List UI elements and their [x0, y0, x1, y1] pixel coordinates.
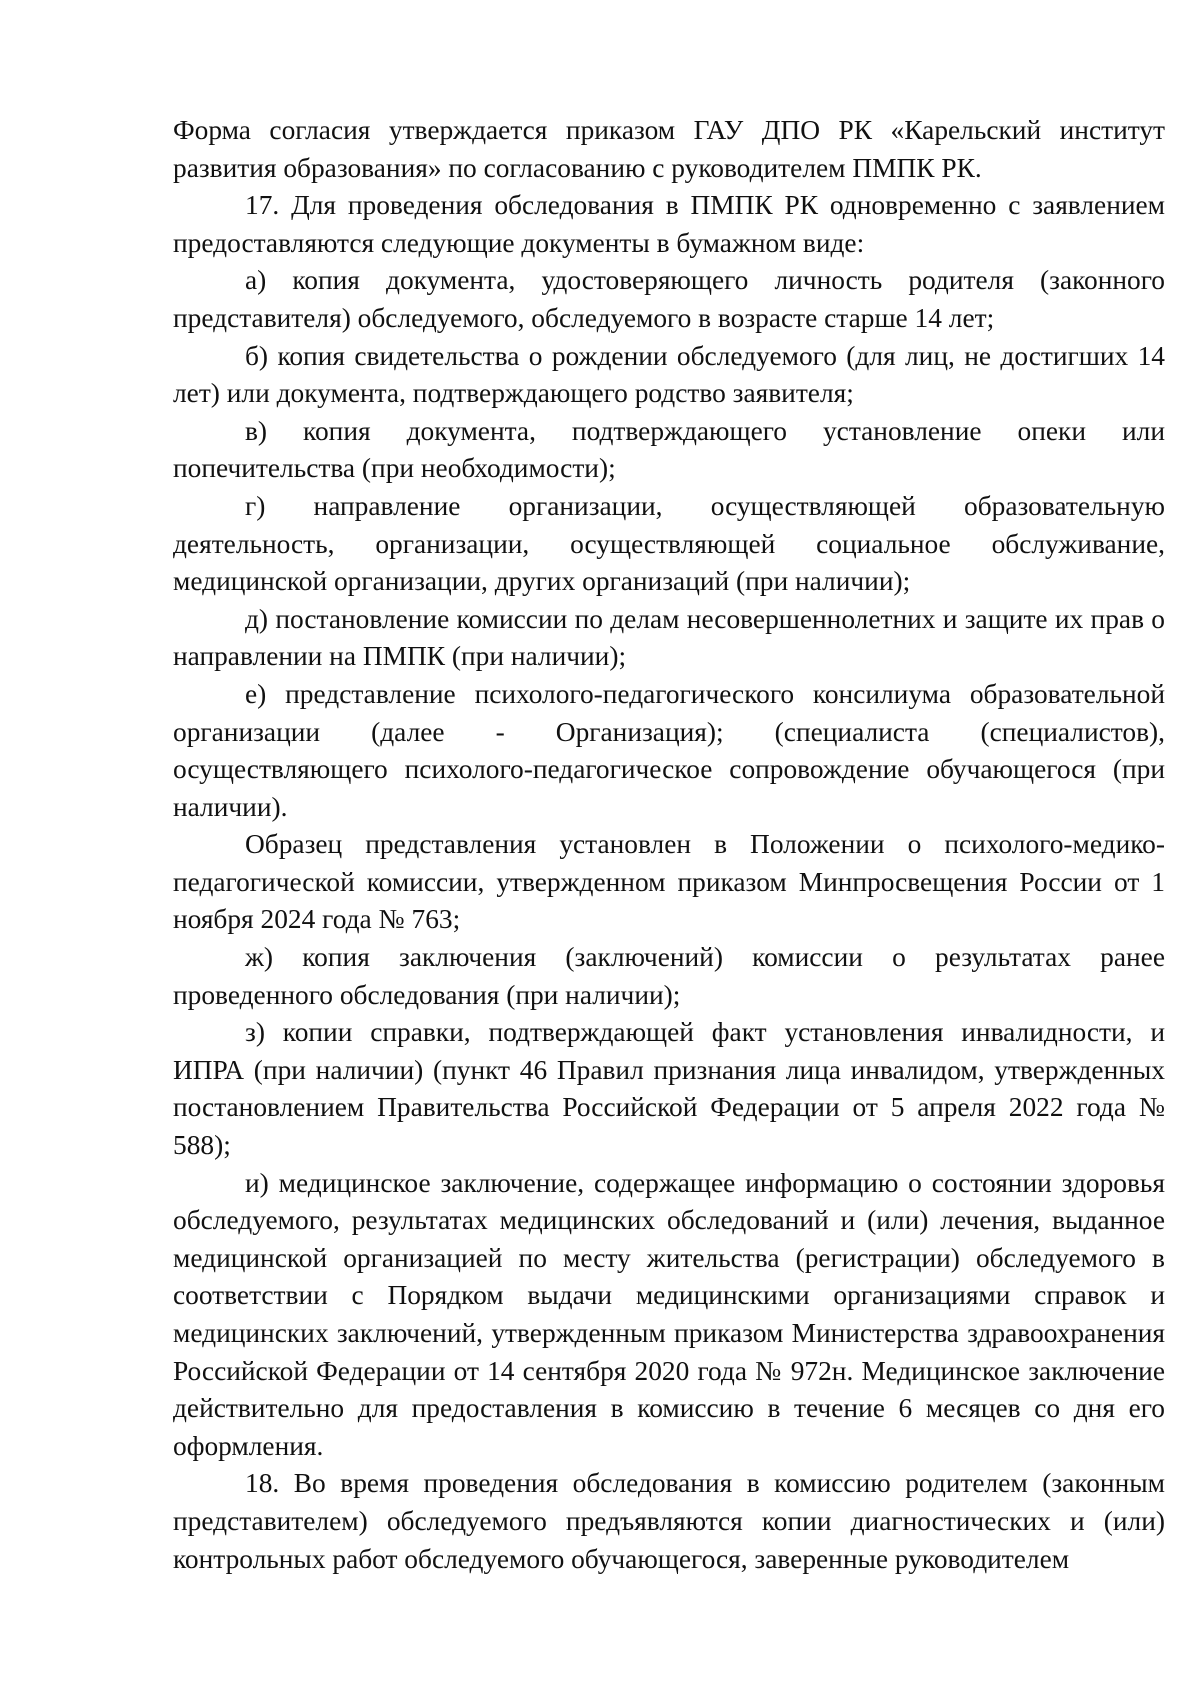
- paragraph-consent-form: Форма согласия утверждается приказом ГАУ ДПО РК «Карельский институт развития образования» по согласованию с руководителем ПМПК РК.: [173, 115, 1165, 183]
- list-item-zh: ж) копия заключения (заключений) комиссии о результатах ранее проведенного обследования (при наличии);: [173, 942, 1165, 1010]
- list-item-e: е) представление психолого-педагогического консилиума образовательной организации (далее - Организация); (специалиста (специалистов), осуществляющего психолого-педагогическое сопровождение обучающегося (при наличии).: [173, 678, 1165, 822]
- list-item-i: и) медицинское заключение, содержащее информацию о состоянии здоровья обследуемого, результатах медицинских обследований и (или) лечения, выданное медицинской организацией по месту жительства (регистрации) обследуемого в соответствии с Порядком выдачи медицинскими организациями справок и медицинских заключений, утвержденным приказом Министерства здравоохранения Российской Федерации от 14 сентября 2020 года № 972н. Медицинское заключение действительно для предоставления в комиссию в течение 6 месяцев со дня его оформления.: [173, 1167, 1165, 1461]
- document-page: [173, 112, 1165, 1578]
- list-item-a: а) копия документа, удостоверяющего личность родителя (законного представителя) обследуемого, обследуемого в возрасте старше 14 лет;: [173, 265, 1165, 333]
- list-item-g: г) направление организации, осуществляющей образовательную деятельность, организации, осуществляющей социальное обслуживание, медицинской организации, других организаций (при наличии);: [173, 490, 1165, 597]
- list-item-b: б) копия свидетельства о рождении обследуемого (для лиц, не достигших 14 лет) или документа, подтверждающего родство заявителя;: [173, 340, 1165, 409]
- list-item-v: в) копия документа, подтверждающего установление опеки или попечительства (при необходимости);: [173, 415, 1165, 484]
- paragraph-item-18: 18. Во время проведения обследования в комиссию родителем (законным представителем) обследуемого предъявляются копии диагностических и (или) контрольных работ обследуемого обучающегося, заверенные руководителем: [173, 1468, 1165, 1574]
- paragraph-item-17: 17. Для проведения обследования в ПМПК РК одновременно с заявлением предоставляются следующие документы в бумажном виде:: [173, 190, 1165, 258]
- paragraph-sample-note: Образец представления установлен в Положении о психолого-медико-педагогической комиссии, утвержденном приказом Минпросвещения России от 1 ноября 2024 года № 763;: [173, 829, 1165, 935]
- list-item-z: з) копии справки, подтверждающей факт установления инвалидности, и ИПРА (при наличии) (пункт 46 Правил признания лица инвалидом, утвержденных постановлением Правительства Российской Федерации от 5 апреля 2022 года № 588);: [173, 1017, 1165, 1161]
- list-item-d: д) постановление комиссии по делам несовершеннолетних и защите их прав о направлении на ПМПК (при наличии);: [173, 603, 1165, 672]
